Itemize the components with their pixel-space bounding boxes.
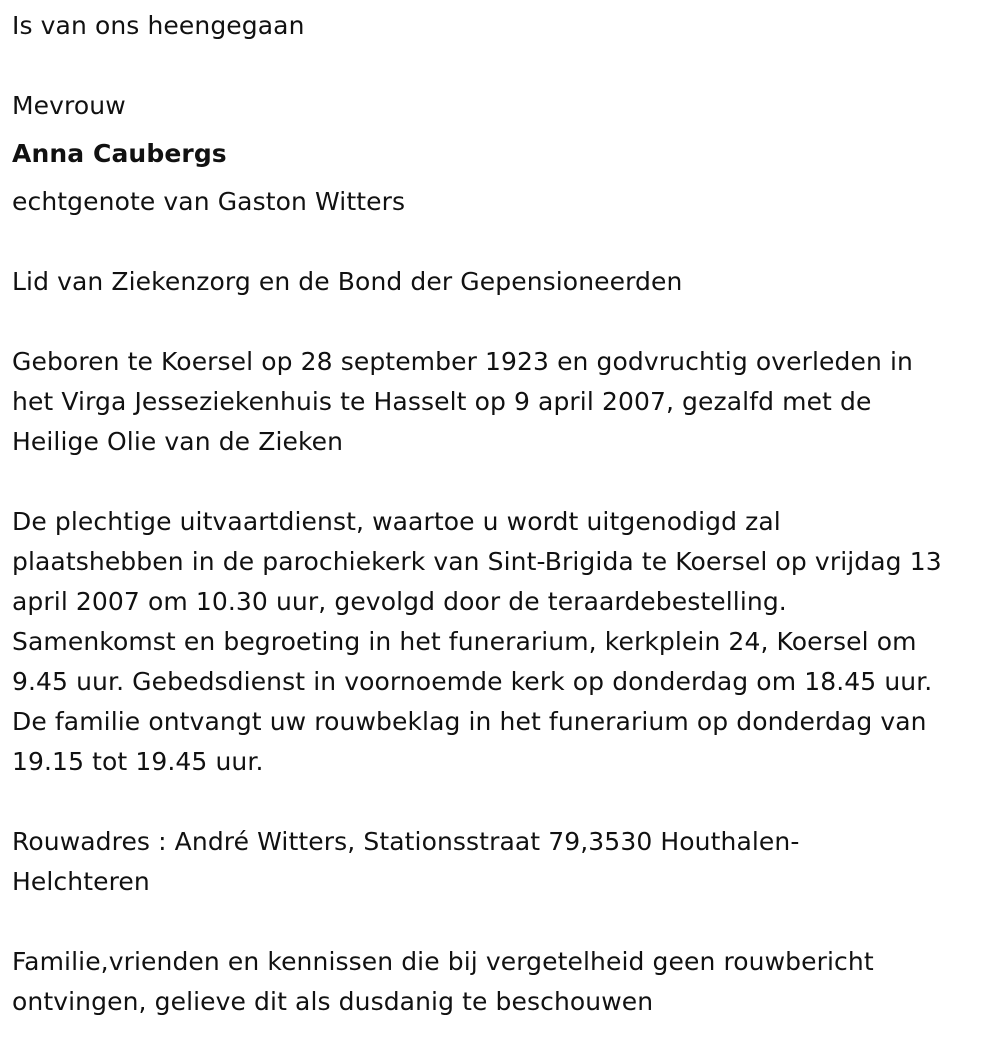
service-line: Samenkomst en begroeting in het funerarium, kerkplein 24, Koersel om [12,627,917,656]
spacer [12,782,988,822]
closing-paragraph [12,942,988,1022]
service-line: 19.15 tot 19.45 uur. [12,747,264,776]
salutation: Mevrouw [12,91,126,120]
closing-line: ontvingen, gelieve dit als dusdanig te beschouwen [12,987,654,1016]
membership-line: Lid van Ziekenzorg en de Bond der Gepensioneerden [12,267,683,296]
address-paragraph [12,822,988,902]
service-paragraph [12,502,988,782]
service-line: 9.45 uur. Gebedsdienst in voornoemde kerk op donderdag om 18.45 uur. [12,667,933,696]
service-line: De plechtige uitvaartdienst, waartoe u wordt uitgenodigd zal [12,507,781,536]
heading: Is van ons heengegaan [12,11,305,40]
address-line: Rouwadres : André Witters, Stationsstraat 79,3530 Houthalen- [12,827,800,856]
closing-line: Familie,vrienden en kennissen die bij vergetelheid geen rouwbericht [12,947,874,976]
service-line: april 2007 om 10.30 uur, gevolgd door de teraardebestelling. [12,587,787,616]
birth-line: Geboren te Koersel op 28 september 1923 en godvruchtig overleden in [12,347,913,376]
address-line: Helchteren [12,867,150,896]
service-line: plaatshebben in de parochiekerk van Sint-Brigida te Koersel op vrijdag 13 [12,547,942,576]
birth-paragraph [12,342,988,462]
deceased-name: Anna Caubergs [12,139,227,168]
spacer [12,302,988,342]
birth-line: Heilige Olie van de Zieken [12,427,344,456]
birth-line: het Virga Jesseziekenhuis te Hasselt op 9 april 2007, gezalfd met de [12,387,872,416]
service-line: De familie ontvangt uw rouwbeklag in het funerarium op donderdag van [12,707,927,736]
spouse-line: echtgenote van Gaston Witters [12,187,406,216]
spacer [12,902,988,942]
spacer [12,222,988,262]
spacer [12,462,988,502]
spacer [12,46,988,86]
